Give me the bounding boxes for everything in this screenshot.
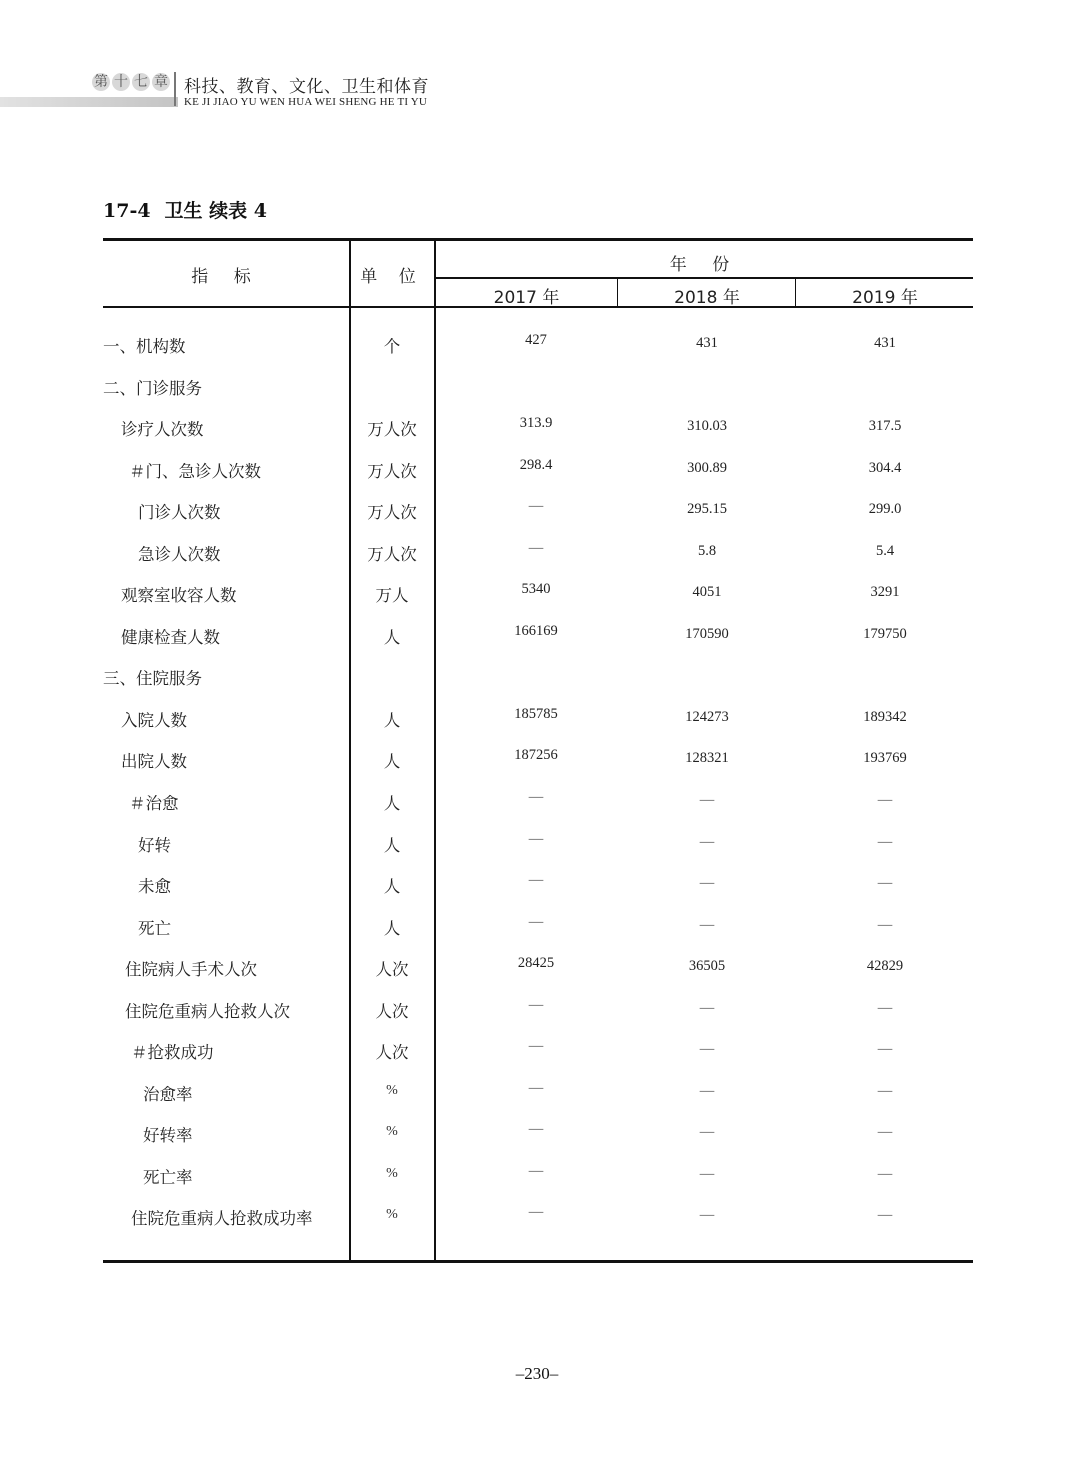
row-indicator: 未愈: [138, 877, 171, 897]
table-row: [103, 825, 973, 867]
row-value-2017: —: [528, 1079, 544, 1096]
row-indicator: 出院人数: [121, 752, 187, 772]
row-unit: 万人次: [367, 461, 417, 481]
table-row: [103, 741, 973, 783]
row-indicator: 治愈率: [143, 1084, 193, 1104]
row-value-2019: 299.0: [868, 501, 902, 518]
row-unit: 个: [383, 337, 401, 356]
table-row: [103, 866, 973, 908]
row-value-2017: 28425: [517, 955, 555, 972]
row-value-2019: —: [877, 1082, 893, 1099]
row-value-2017: —: [528, 1204, 544, 1221]
table-row: [103, 700, 973, 742]
header-unit: 单 位: [360, 267, 424, 287]
row-value-2019: 3291: [870, 584, 900, 601]
row-value-2018: —: [699, 1207, 715, 1224]
row-value-2019: —: [877, 1207, 893, 1224]
table-row: [103, 368, 973, 410]
row-unit: 人次: [375, 960, 409, 980]
row-indicator: 门诊人次数: [138, 503, 221, 523]
row-value-2018: 295.15: [687, 501, 727, 518]
table-row: [103, 575, 973, 617]
row-indicator: 死亡: [138, 918, 171, 938]
row-value-2019: —: [877, 875, 893, 892]
page-number: –230–: [515, 1364, 559, 1383]
row-value-2017: 166169: [514, 622, 558, 639]
row-value-2018: —: [699, 999, 715, 1016]
row-value-2017: —: [528, 1162, 544, 1179]
header-year-2017: 2017 年: [493, 288, 560, 308]
year-group-rule: [435, 277, 973, 279]
chapter-title: 科技、教育、文化、卫生和体育: [184, 77, 429, 97]
table-row: [103, 326, 973, 368]
row-indicator: ＃抢救成功: [131, 1043, 214, 1063]
table-title: [103, 196, 267, 223]
row-value-2017: —: [528, 996, 544, 1013]
chapter-char: 七: [134, 74, 148, 90]
row-value-2017: 185785: [514, 705, 558, 722]
row-value-2018: 4051: [692, 584, 722, 601]
row-value-2018: —: [699, 875, 715, 892]
row-indicator: 住院病人手术人次: [125, 960, 257, 980]
header-year-group: 年 份: [669, 255, 740, 275]
row-unit: %: [386, 1082, 398, 1098]
row-value-2017: —: [528, 539, 544, 556]
row-value-2018: 170590: [685, 625, 729, 642]
row-value-2017: —: [528, 498, 544, 515]
table-body: [103, 326, 973, 1240]
row-value-2019: —: [877, 916, 893, 933]
row-indicator: 好转: [138, 835, 171, 855]
header-indicator: 指 标: [191, 267, 261, 287]
table-row: [103, 1032, 973, 1074]
row-indicator: 一、机构数: [103, 337, 186, 356]
table-row: [103, 658, 973, 700]
row-value-2017: —: [528, 830, 544, 847]
row-value-2019: 317.5: [868, 418, 902, 435]
table-row: [103, 1198, 973, 1240]
table-row: [103, 617, 973, 659]
row-indicator: 住院危重病人抢救成功率: [131, 1209, 313, 1229]
row-unit: 人: [383, 627, 401, 647]
row-value-2017: —: [528, 1038, 544, 1055]
row-indicator: 诊疗人次数: [121, 420, 204, 440]
row-unit: 万人次: [367, 420, 417, 440]
row-indicator: 住院危重病人抢救人次: [125, 1001, 290, 1021]
row-unit: 人: [383, 835, 401, 855]
row-unit: 人: [383, 794, 401, 814]
row-value-2017: —: [528, 872, 544, 889]
table-row: [103, 783, 973, 825]
row-value-2019: 431: [874, 335, 896, 351]
row-value-2018: 36505: [688, 958, 726, 975]
row-unit: 人: [383, 752, 401, 772]
row-value-2019: 42829: [866, 958, 904, 975]
table-row: [103, 451, 973, 493]
table-bottom-rule: [103, 1260, 973, 1263]
row-value-2019: —: [877, 833, 893, 850]
row-value-2017: —: [528, 789, 544, 806]
row-value-2019: —: [877, 792, 893, 809]
row-value-2019: 5.4: [875, 542, 895, 559]
table-row: [103, 949, 973, 991]
row-value-2018: —: [699, 1124, 715, 1141]
row-unit: 人次: [375, 1043, 409, 1063]
row-unit: 万人: [375, 586, 409, 606]
row-indicator: 入院人数: [121, 710, 187, 730]
row-unit: 万人次: [367, 544, 417, 564]
row-unit: %: [386, 1165, 398, 1181]
table-title-text: 卫生 续表 4: [164, 200, 267, 222]
row-value-2018: —: [699, 1165, 715, 1182]
header-year-2019: 2019 年: [852, 288, 918, 308]
row-value-2018: —: [699, 792, 715, 809]
row-value-2019: —: [877, 999, 893, 1016]
row-value-2018: 310.03: [687, 418, 727, 435]
row-value-2019: —: [877, 1124, 893, 1141]
row-indicator: 健康检查人数: [121, 627, 220, 647]
row-value-2018: —: [699, 916, 715, 933]
row-indicator: 三、住院服务: [103, 669, 202, 689]
row-value-2017: 313.9: [519, 415, 553, 432]
chapter-char: 十: [114, 74, 128, 90]
row-value-2017: 187256: [514, 747, 558, 764]
table-row: [103, 991, 973, 1033]
row-value-2017: 427: [525, 332, 547, 348]
row-value-2018: 300.89: [687, 459, 727, 476]
row-indicator: 好转率: [143, 1126, 193, 1146]
row-value-2019: 189342: [863, 708, 907, 725]
chapter-char: 第: [94, 74, 108, 90]
header-year-2018: 2018 年: [674, 288, 740, 308]
row-value-2017: 298.4: [519, 456, 553, 473]
chapter-label: [92, 73, 170, 91]
row-value-2018: —: [699, 1082, 715, 1099]
table-row: [103, 908, 973, 950]
row-unit: %: [386, 1207, 398, 1223]
chapter-char: 章: [154, 74, 168, 90]
table-number: 17-4: [103, 200, 151, 222]
row-unit: 人: [383, 710, 401, 730]
row-value-2018: 431: [696, 335, 718, 351]
row-value-2019: 304.4: [868, 459, 902, 476]
row-indicator: ＃门、急诊人次数: [129, 461, 261, 481]
row-value-2018: 124273: [685, 708, 729, 725]
row-value-2019: —: [877, 1165, 893, 1182]
row-unit: 人: [383, 877, 401, 897]
table-row: [103, 1115, 973, 1157]
row-indicator: 急诊人次数: [138, 544, 221, 564]
header-decor-bar: [0, 97, 178, 107]
row-indicator: 二、门诊服务: [103, 378, 202, 398]
chapter-title-pinyin: KE JI JIAO YU WEN HUA WEI SHENG HE TI YU: [184, 96, 428, 108]
row-indicator: ＃治愈: [129, 794, 179, 814]
row-unit: 人次: [375, 1001, 409, 1021]
row-unit: 万人次: [367, 503, 417, 523]
row-value-2017: —: [528, 1121, 544, 1138]
row-value-2019: —: [877, 1041, 893, 1058]
row-indicator: 观察室收容人数: [121, 586, 237, 606]
row-value-2018: 128321: [685, 750, 729, 767]
table-row: [103, 1074, 973, 1116]
table-row: [103, 534, 973, 576]
row-value-2019: 193769: [863, 750, 907, 767]
header-separator: [174, 72, 176, 106]
row-value-2018: 5.8: [697, 542, 717, 559]
table-row: [103, 409, 973, 451]
row-value-2017: —: [528, 913, 544, 930]
table-row: [103, 1157, 973, 1199]
row-value-2019: 179750: [863, 625, 907, 642]
row-value-2018: —: [699, 1041, 715, 1058]
row-value-2017: 5340: [521, 581, 551, 598]
row-indicator: 死亡率: [143, 1167, 193, 1187]
row-unit: 人: [383, 918, 401, 938]
row-value-2018: —: [699, 833, 715, 850]
row-unit: %: [386, 1124, 398, 1140]
table-top-rule: [103, 238, 973, 241]
table-row: [103, 492, 973, 534]
